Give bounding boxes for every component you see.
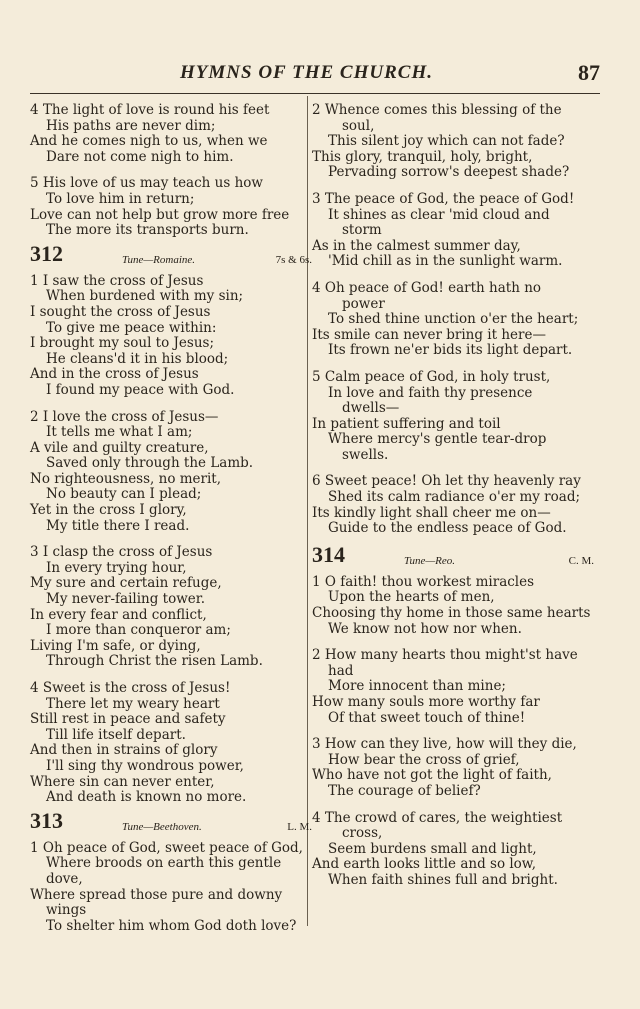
verse-line: 2 How many hearts thou might'st have bbox=[312, 647, 578, 664]
verse-line: Yet in the cross I glory, bbox=[30, 502, 187, 519]
verse-line: My title there I read. bbox=[46, 517, 190, 534]
verse-line: 4 Oh peace of God! earth hath no bbox=[312, 279, 542, 296]
verse-line: Pervading sorrow's deepest shade? bbox=[328, 164, 570, 181]
stanza bbox=[312, 648, 594, 726]
stanza bbox=[312, 575, 594, 637]
verse-line: dove, bbox=[46, 870, 83, 887]
verse-line: It tells me what I am; bbox=[46, 424, 193, 441]
verse-line: As in the calmest summer day, bbox=[312, 237, 521, 254]
verse-line: Till life itself depart. bbox=[46, 726, 186, 743]
stanza bbox=[312, 281, 594, 359]
verse-line: To love him in return; bbox=[46, 190, 195, 207]
verse-line: Shed its calm radiance o'er my road; bbox=[328, 489, 581, 506]
hymn-heading bbox=[30, 807, 312, 839]
verse-line: He cleans'd it in his blood; bbox=[46, 350, 229, 367]
verse-line: Of that sweet touch of thine! bbox=[328, 709, 526, 726]
verse-line: 4 The crowd of cares, the weightiest bbox=[312, 809, 563, 826]
page-header bbox=[30, 60, 600, 88]
verse-line: Choosing thy home in those same hearts bbox=[312, 605, 591, 622]
hymn-tune: Tune—Romaine. bbox=[122, 253, 196, 266]
verse-line: 3 How can they live, how will they die, bbox=[312, 736, 577, 753]
stanza bbox=[312, 103, 594, 181]
verse-line: 5 His love of us may teach us how bbox=[30, 175, 263, 192]
verse-line: No righteousness, no merit, bbox=[30, 470, 222, 487]
verse-line: 3 The peace of God, the peace of God! bbox=[312, 190, 575, 207]
verse-line: I found my peace with God. bbox=[46, 381, 235, 398]
verse-line: And earth looks little and so low, bbox=[312, 856, 537, 873]
verse-line: Saved only through the Lamb. bbox=[46, 455, 254, 472]
verse-line: had bbox=[328, 662, 354, 679]
hymn-tune: Tune—Reo. bbox=[404, 554, 456, 567]
verse-line: And he comes nigh to us, when we bbox=[30, 133, 268, 150]
verse-line: And death is known no more. bbox=[46, 789, 247, 806]
left-column bbox=[30, 103, 312, 945]
verse-line: Seem burdens small and light, bbox=[328, 840, 537, 857]
verse-line: Living I'm safe, or dying, bbox=[30, 637, 201, 654]
hymn-tune: Tune—Beethoven. bbox=[122, 820, 202, 833]
running-title: HYMNS OF THE CHURCH. bbox=[180, 62, 433, 83]
verse-line: 4 Sweet is the cross of Jesus! bbox=[30, 680, 231, 696]
verse-line: power bbox=[342, 295, 385, 312]
stanza bbox=[30, 545, 312, 670]
hymn-number: 314 bbox=[312, 541, 345, 567]
verse-line: A vile and guilty creature, bbox=[30, 439, 209, 456]
verse-line: 5 Calm peace of God, in holy trust, bbox=[312, 368, 551, 385]
verse-line: We know not how nor when. bbox=[328, 620, 522, 637]
verse-line: Guide to the endless peace of God. bbox=[328, 520, 567, 537]
stanza bbox=[312, 370, 594, 464]
stanza bbox=[30, 410, 312, 535]
verse-line: 4 The light of love is round his feet bbox=[30, 102, 270, 118]
verse-line: wings bbox=[46, 902, 87, 919]
verse-line: My sure and certain refuge, bbox=[30, 575, 222, 592]
verse-line: How many souls more worthy far bbox=[312, 694, 540, 710]
verse-line: Where mercy's gentle tear-drop bbox=[328, 431, 547, 448]
verse-line: In every fear and conflict, bbox=[30, 606, 207, 623]
right-column bbox=[312, 103, 594, 900]
verse-line: His paths are never dim; bbox=[46, 117, 216, 134]
page-number: 87 bbox=[578, 60, 600, 85]
verse-line: Dare not come nigh to him. bbox=[46, 148, 234, 165]
verse-line: 2 Whence comes this blessing of the bbox=[312, 102, 562, 118]
verse-line: 1 I saw the cross of Jesus bbox=[30, 272, 204, 289]
verse-line: The more its transports burn. bbox=[46, 222, 249, 239]
stanza bbox=[312, 811, 594, 889]
verse-line: In love and faith thy presence bbox=[328, 384, 533, 401]
verse-line: Its kindly light shall cheer me on— bbox=[312, 504, 551, 521]
hymn-meter: C. M. bbox=[568, 554, 594, 567]
verse-line: 1 Oh peace of God, sweet peace of God, bbox=[30, 839, 303, 856]
stanza bbox=[30, 841, 312, 935]
verse-line: 'Mid chill as in the sunlight warm. bbox=[328, 253, 563, 270]
verse-line: To shelter him whom God doth love? bbox=[46, 917, 297, 934]
stanza bbox=[312, 192, 594, 270]
verse-line: In patient suffering and toil bbox=[312, 415, 501, 432]
verse-line: When burdened with my sin; bbox=[46, 288, 244, 305]
verse-line: Where spread those pure and downy bbox=[30, 886, 283, 903]
verse-line: When faith shines full and bright. bbox=[328, 871, 558, 888]
verse-line: I more than conqueror am; bbox=[46, 622, 231, 639]
stanza bbox=[312, 737, 594, 799]
verse-line: Where sin can never enter, bbox=[30, 773, 215, 790]
verse-line: To give me peace within: bbox=[46, 319, 217, 336]
verse-line: 3 I clasp the cross of Jesus bbox=[30, 544, 213, 561]
stanza bbox=[30, 274, 312, 399]
verse-line: 6 Sweet peace! Oh let thy heavenly ray bbox=[312, 473, 581, 490]
verse-line: Love can not help but grow more free bbox=[30, 206, 290, 223]
verse-line: This silent joy which can not fade? bbox=[328, 133, 565, 150]
verse-line: 2 I love the cross of Jesus— bbox=[30, 408, 219, 425]
verse-line: Still rest in peace and safety bbox=[30, 711, 226, 728]
verse-line: There let my weary heart bbox=[46, 695, 220, 712]
verse-line: It shines as clear 'mid cloud and bbox=[328, 206, 550, 223]
verse-line: In every trying hour, bbox=[46, 559, 187, 576]
verse-line: To shed thine unction o'er the heart; bbox=[328, 311, 579, 328]
verse-line: soul, bbox=[342, 117, 375, 134]
stanza bbox=[30, 176, 312, 238]
verse-line: Who have not got the light of faith, bbox=[312, 767, 552, 784]
verse-line: cross, bbox=[342, 825, 383, 842]
verse-line: My never-failing tower. bbox=[46, 591, 206, 608]
hymn-meter: L. M. bbox=[287, 820, 312, 833]
stanza bbox=[30, 681, 312, 806]
hymn-heading bbox=[312, 541, 594, 573]
verse-line: Through Christ the risen Lamb. bbox=[46, 653, 263, 670]
verse-line: I brought my soul to Jesus; bbox=[30, 335, 215, 352]
verse-line: Upon the hearts of men, bbox=[328, 589, 495, 606]
verse-line: Where broods on earth this gentle bbox=[46, 855, 282, 872]
verse-line: More innocent than mine; bbox=[328, 678, 506, 695]
hymn-meter: 7s & 6s. bbox=[275, 253, 312, 266]
verse-line: How bear the cross of grief, bbox=[328, 751, 520, 768]
verse-line: dwells— bbox=[342, 400, 400, 417]
verse-line: swells. bbox=[342, 446, 389, 463]
stanza bbox=[30, 103, 312, 165]
verse-line: I'll sing thy wondrous power, bbox=[46, 757, 244, 774]
verse-line: No beauty can I plead; bbox=[46, 486, 202, 503]
verse-line: 1 O faith! thou workest miracles bbox=[312, 573, 535, 590]
stanza bbox=[312, 474, 594, 536]
verse-line: This glory, tranquil, holy, bright, bbox=[312, 148, 533, 165]
verse-line: I sought the cross of Jesus bbox=[30, 303, 211, 320]
header-rule bbox=[30, 93, 600, 94]
verse-line: And in the cross of Jesus bbox=[30, 366, 199, 383]
hymn-heading bbox=[30, 240, 312, 272]
verse-line: And then in strains of glory bbox=[30, 742, 218, 759]
verse-line: Its smile can never bring it here— bbox=[312, 326, 546, 343]
verse-line: Its frown ne'er bids its light depart. bbox=[328, 342, 573, 359]
verse-line: storm bbox=[342, 222, 382, 239]
hymn-number: 312 bbox=[30, 240, 63, 266]
verse-line: The courage of belief? bbox=[328, 782, 481, 799]
hymn-number: 313 bbox=[30, 807, 63, 833]
